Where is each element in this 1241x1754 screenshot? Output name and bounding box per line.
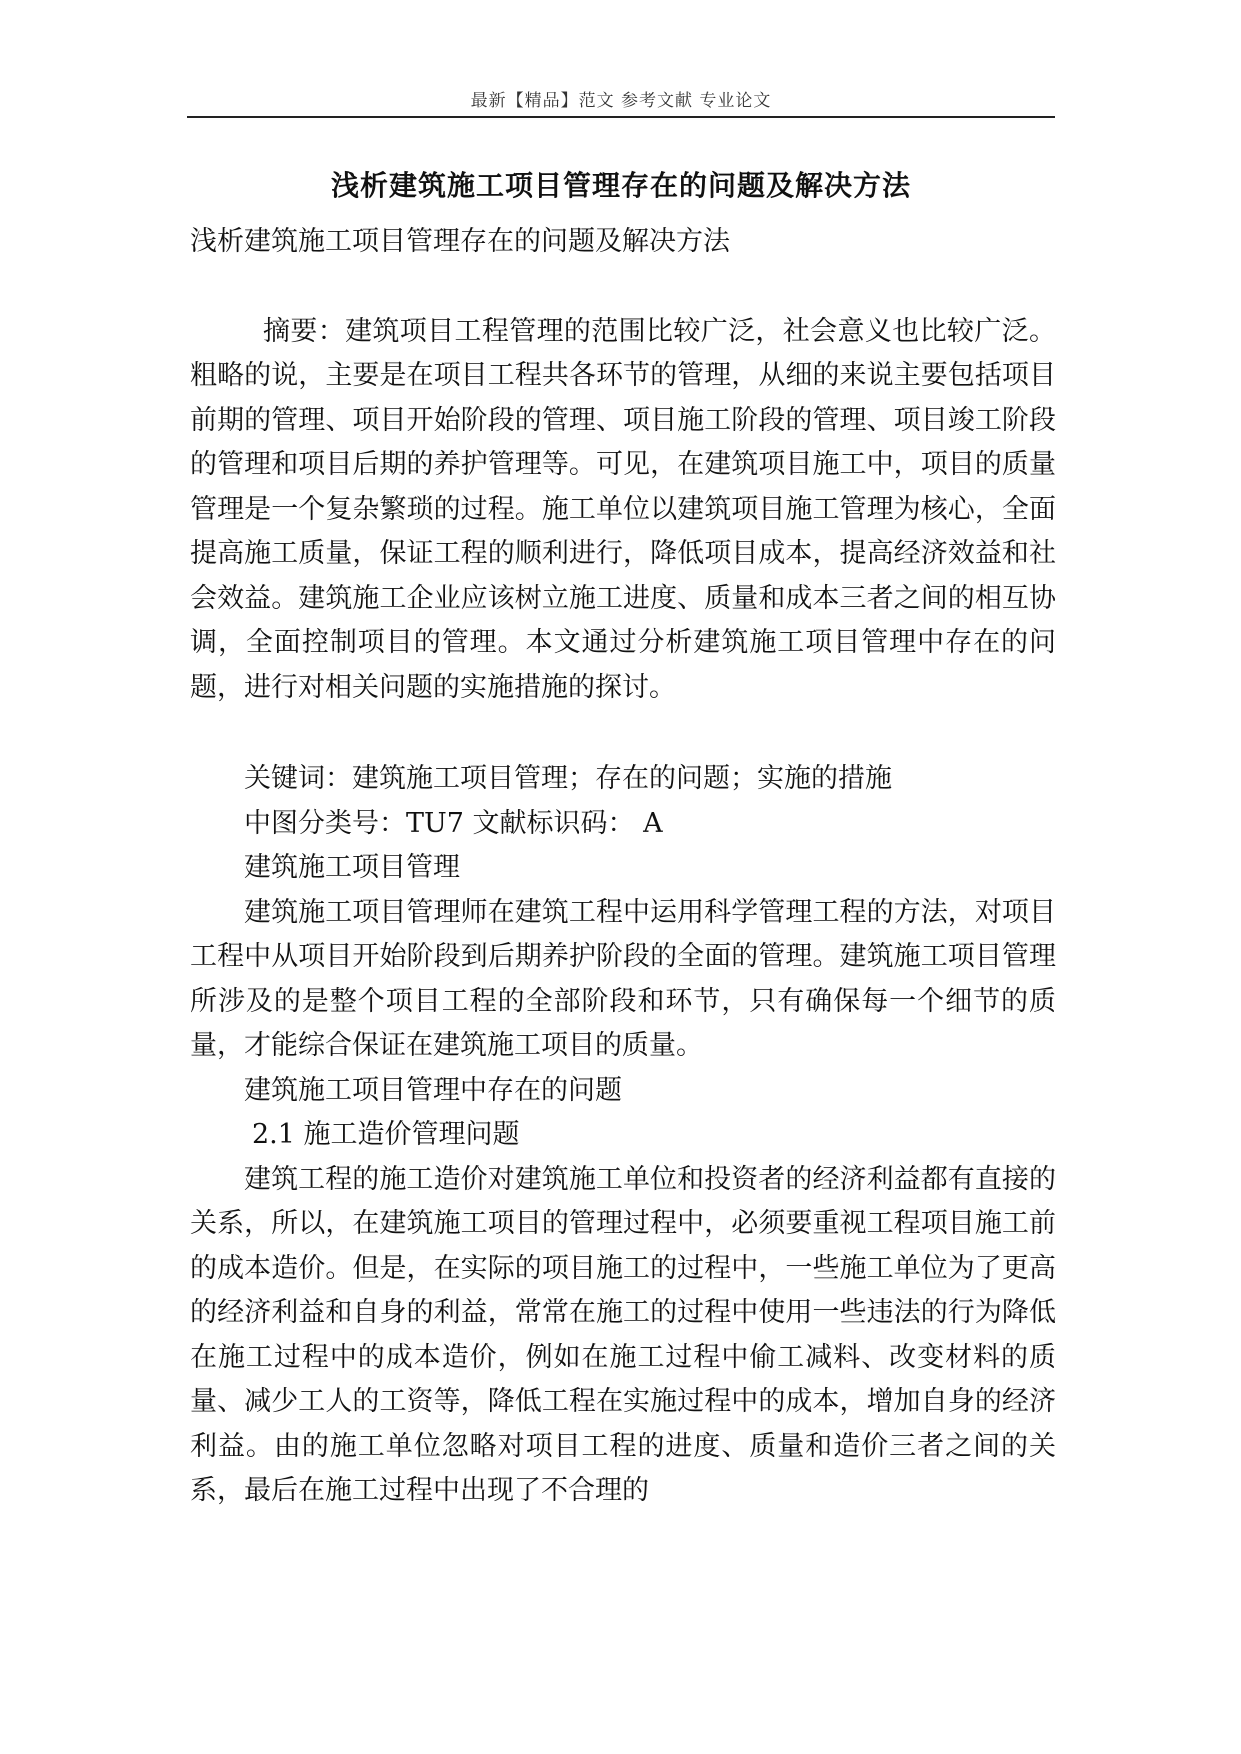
header-divider bbox=[187, 116, 1055, 118]
section-heading: 建筑施工项目管理 bbox=[244, 852, 460, 883]
page-header: 最新【精品】范文 参考文献 专业论文 bbox=[470, 91, 772, 111]
section-heading: 建筑施工项目管理中存在的问题 bbox=[244, 1074, 622, 1106]
document-subtitle: 浅析建筑施工项目管理存在的问题及解决方法 bbox=[190, 226, 730, 257]
subsection-heading: 2.1 施工造价管理问题 bbox=[252, 1119, 520, 1150]
section-paragraph: 建筑工程的施工造价对建筑施工单位和投资者的经济利益都有直接的关系，所以，在建筑施工项目的管理过程中，必须要重视工程项目施工前的成本造价。但是，在实际的项目施工的过程中，一些施工单位为了更高的经济利益和自身的利益，常常在施工的过程中使用一些违法的行为降低在施工过程中的成本造价，例如在施工过程中偷工减料、改变材料的质量、减少工人的工资等，降低工程在实施过程中的成本，增加自身的经济利益。由的施工单位忽略对项目工程的进度、质量和造价三者之间的关系，最后在施工过程中出现了不合理的 bbox=[190, 1163, 1056, 1506]
classification-line: 中图分类号：TU7 文献标识码： A bbox=[244, 807, 663, 839]
keywords-line: 关键词：建筑施工项目管理；存在的问题；实施的措施 bbox=[244, 763, 892, 794]
abstract-paragraph: 摘要：建筑项目工程管理的范围比较广泛，社会意义也比较广泛。粗略的说，主要是在项目工程共各环节的管理，从细的来说主要包括项目前期的管理、项目开始阶段的管理、项目施工阶段的管理、项目竣工阶段的管理和项目后期的养护管理等。可见，在建筑项目施工中，项目的质量管理是一个复杂繁琐的过程。施工单位以建筑项目施工管理为核心，全面提高施工质量，保证工程的顺利进行，降低项目成本，提高经济效益和社会效益。建筑施工企业应该树立施工进度、质量和成本三者之间的相互协调，全面控制项目的管理。本文通过分析建筑施工项目管理中存在的问题，进行对相关问题的实施措施的探讨。 bbox=[190, 315, 1056, 703]
document-body bbox=[190, 220, 1056, 1514]
section-paragraph: 建筑施工项目管理师在建筑工程中运用科学管理工程的方法，对项目工程中从项目开始阶段到后期养护阶段的全面的管理。建筑施工项目管理所涉及的是整个项目工程的全部阶段和环节，只有确保每一个细节的质量，才能综合保证在建筑施工项目的质量。 bbox=[190, 896, 1056, 1061]
document-title: 浅析建筑施工项目管理存在的问题及解决方法 bbox=[330, 169, 911, 202]
